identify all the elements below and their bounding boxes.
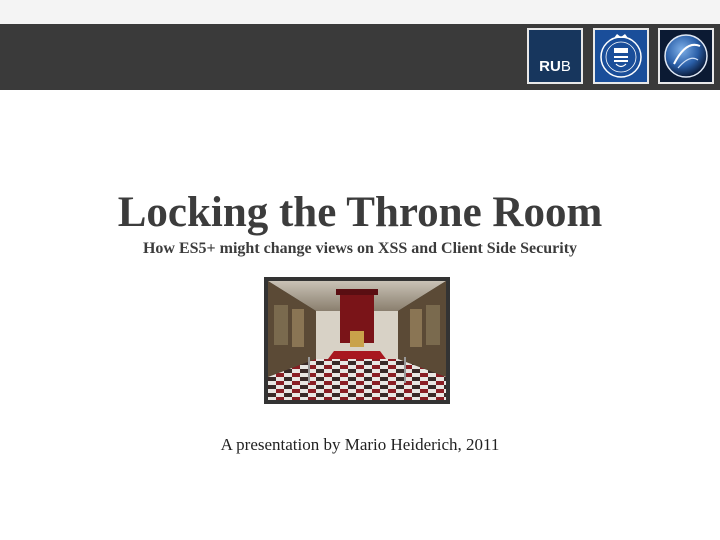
rub-logo	[527, 28, 583, 84]
slide-subtitle: How ES5+ might change views on XSS and Client Side Security	[142, 240, 578, 257]
top-strip	[0, 0, 720, 24]
globe-icon	[660, 30, 712, 82]
slide-title: Locking the Throne Room	[117, 189, 603, 236]
rub-logo-text: RUB	[539, 58, 571, 75]
throne-room-photo	[264, 277, 450, 404]
throne-room-image	[268, 281, 446, 400]
third-logo	[658, 28, 714, 84]
presentation-credit: A presentation by Mario Heiderich, 2011	[220, 435, 500, 454]
kth-logo	[593, 28, 649, 84]
kth-emblem-icon	[595, 30, 647, 82]
